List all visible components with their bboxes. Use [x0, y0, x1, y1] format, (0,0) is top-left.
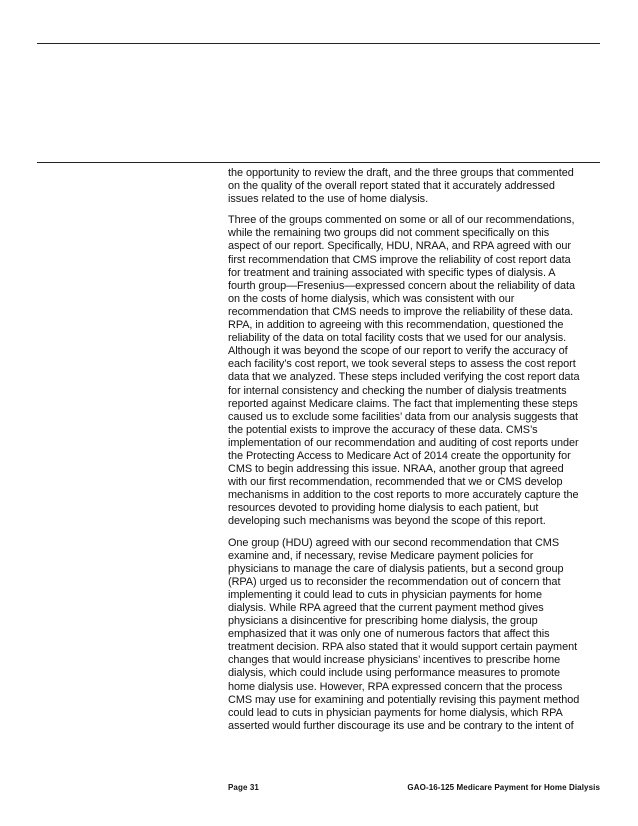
text-line: the potential exists to improve the accuracy of these data. CMS’s — [228, 423, 538, 436]
text-line: (RPA) urged us to reconsider the recommendation out of concern that — [228, 575, 561, 588]
text-line: each facility’s cost report, we took several steps to assess the cost report — [228, 358, 576, 371]
text-line: dialysis, which could include using performance measures to promote — [228, 667, 561, 680]
text-line: aspect of our report. Specifically, HDU, NRAA, and RPA agreed with our — [228, 240, 571, 253]
text-line: changes that would increase physicians’ incentives to prescribe home — [228, 654, 561, 667]
text-line: examine and, if necessary, revise Medicare payment policies for — [228, 549, 534, 562]
text-line: while the remaining two groups did not comment specifically on this — [228, 227, 550, 240]
text-line: issues related to the use of home dialysis. — [228, 193, 429, 206]
text-line: developing such mechanisms was beyond the scope of this report. — [228, 515, 546, 528]
text-line: fourth group—Fresenius—expressed concern about the reliability of data — [228, 279, 576, 292]
text-line: Although it was beyond the scope of our report to verify the accuracy of — [228, 345, 568, 358]
header-rule-bottom — [37, 162, 600, 163]
text-line: CMS to begin addressing this issue. NRAA, another group that agreed — [228, 463, 564, 476]
text-line: physicians to manage the care of dialysis patients, but a second group — [228, 562, 564, 575]
text-line: for treatment and training associated with specific types of dialysis. A — [228, 266, 556, 279]
text-line: for internal consistency and checking the number of dialysis treatments — [228, 384, 567, 397]
text-line: data that we analyzed. These steps included verifying the cost report data — [228, 371, 580, 384]
text-line: treatment decision. RPA also stated that it would support certain payment — [228, 641, 578, 654]
text-line: Three of the groups commented on some or all of our recommendations, — [228, 214, 575, 227]
body-text — [228, 167, 600, 741]
text-line: dialysis. While RPA agreed that the current payment method gives — [228, 602, 544, 614]
text-line: on the quality of the overall report stated that it accurately addressed — [228, 180, 555, 193]
text-line: One group (HDU) agreed with our second recommendation that CMS — [228, 536, 560, 549]
text-line: with our first recommendation, recommended that we or CMS develop — [228, 476, 563, 489]
text-line: implementation of our recommendation and auditing of cost reports under — [228, 436, 579, 449]
text-line: resources devoted to providing home dialysis to each patient, but — [228, 502, 539, 515]
text-line: first recommendation that CMS improve the reliability of cost report data — [228, 253, 571, 266]
report-title: GAO-16-125 Medicare Payment for Home Dialysis — [407, 783, 600, 792]
text-line: caused us to exclude some facilities’ data from our analysis suggests that — [228, 410, 579, 423]
text-line: the Protecting Access to Medicare Act of 2014 create the opportunity for — [228, 449, 571, 462]
text-line: home dialysis use. However, RPA expressed concern that the process — [228, 680, 563, 693]
paragraph-1 — [228, 167, 600, 206]
text-line: physicians a disincentive for prescribing home dialysis, the group — [228, 615, 538, 628]
text-line: recommendation that CMS needs to improve the reliability of these data. — [228, 305, 574, 318]
text-line: mechanisms in addition to the cost reports to more accurately capture the — [228, 489, 579, 502]
text-line: the opportunity to review the draft, and the three groups that commented — [228, 167, 574, 179]
text-line: could lead to cuts in physician payments for home dialysis, which RPA — [228, 706, 563, 719]
text-line: asserted would further discourage its use and be contrary to the intent of — [228, 719, 574, 732]
paragraph-3 — [228, 537, 600, 733]
paragraph-2 — [228, 214, 600, 528]
text-line: on the costs of home dialysis, which was consistent with our — [228, 292, 515, 305]
page-number: Page 31 — [228, 783, 259, 792]
text-line: implementing it could lead to cuts in physician payments for home — [228, 588, 542, 601]
text-line: reliability of the data on total facility costs that we used for our analysis. — [228, 332, 567, 345]
text-line: CMS may use for examining and potentially revising this payment method — [228, 693, 580, 706]
text-line: emphasized that it was only one of numerous factors that affect this — [228, 628, 550, 641]
text-line: RPA, in addition to agreeing with this recommendation, questioned the — [228, 319, 564, 332]
text-line: reported against Medicare claims. The fact that implementing these steps — [228, 397, 578, 410]
header-rule-top — [37, 43, 600, 44]
